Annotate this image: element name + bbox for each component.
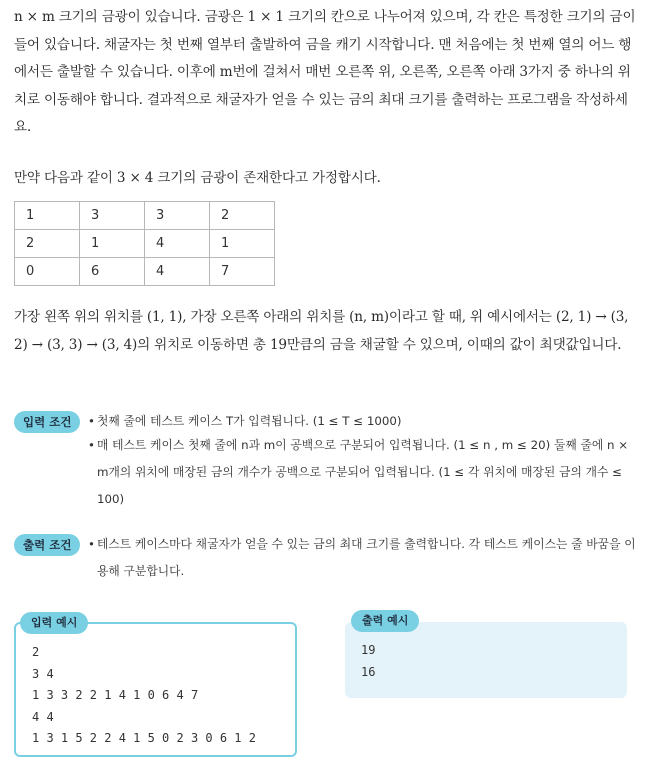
list-item: • 테스트 케이스마다 채굴자가 얻을 수 있는 금의 최대 크기를 출력합니다. 각 테스트 케이스는 줄 바꿈을 이용해 구분합니다.	[88, 531, 636, 585]
code-line: 3 4	[32, 666, 54, 681]
code-line: 19	[361, 643, 376, 657]
code-line: 2	[32, 645, 40, 659]
code-line: 16	[361, 664, 376, 679]
table-cell: 4	[145, 230, 210, 258]
input-example-box	[14, 616, 297, 757]
table-cell: 2	[210, 202, 275, 230]
input-example-lines	[32, 642, 256, 750]
table-cell: 0	[15, 258, 80, 286]
table-row	[15, 202, 275, 230]
example-explanation: 가장 왼쪽 위의 위치를 (1, 1), 가장 오른쪽 아래의 위치를 (n, m)이라고 할 때, 위 예시에서는 (2, 1) → (3, 2) → (3, 3) → (3, 4)의 위치로 이동하면 총 19만큼의 금을 채굴할 수 있으며, 이때의 값이 최댓값입니다.	[14, 309, 629, 353]
table-cell: 3	[80, 202, 145, 230]
table-cell: 1	[210, 230, 275, 258]
table-row	[15, 258, 275, 286]
output-example-lines	[361, 640, 375, 683]
input-example-badge: 입력 예시	[20, 612, 88, 634]
list-item: • 매 테스트 케이스 첫째 줄에 n과 m이 공백으로 구분되어 입력됩니다. (1 ≤ n , m ≤ 20) 둘째 줄에 n × m개의 위치에 매장된 금의 개수가 공백으로 구분되어 입력됩니다. (1 ≤ 각 위치에 매장된 금의 개수 ≤ 100)	[88, 432, 636, 513]
table-cell: 3	[145, 202, 210, 230]
output-example-box	[345, 614, 627, 698]
code-line: 1 3 3 2 2 1 4 1 0 6 4 7	[32, 688, 199, 702]
output-condition-list	[88, 534, 636, 585]
gold-mine-table	[14, 201, 275, 286]
problem-description: n × m 크기의 금광이 있습니다. 금광은 1 × 1 크기의 칸으로 나누어져 있으며, 각 칸은 특정한 크기의 금이 들어 있습니다. 채굴자는 첫 번째 열부터 출발하여 금을 캐기 시작합니다. 맨 처음에는 첫 번째 열의 어느 행에서든 출발할 수 있습니다. 이후에 m번에 걸쳐서 매번 오른쪽 위, 오른쪽, 오른쪽 아래 3가지 중 하나의 위치로 이동해야 합니다. 결과적으로 채굴자가 얻을 수 있는 금의 최대 크기를 출력하는 프로그램을 작성하세요.	[14, 9, 636, 135]
output-example-badge: 출력 예시	[351, 610, 419, 632]
table-cell: 1	[15, 202, 80, 230]
output-condition-badge: 출력 조건	[14, 534, 80, 556]
input-condition-list	[88, 411, 636, 513]
table-cell: 6	[80, 258, 145, 286]
table-cell: 7	[210, 258, 275, 286]
grid-intro-text: 만약 다음과 같이 3 × 4 크기의 금광이 존재한다고 가정합시다.	[14, 170, 381, 186]
table-cell: 1	[80, 230, 145, 258]
code-line: 4 4	[32, 709, 54, 724]
table-row	[15, 230, 275, 258]
list-item: • 첫째 줄에 테스트 케이스 T가 입력됩니다. (1 ≤ T ≤ 1000)	[88, 408, 636, 435]
code-line: 1 3 1 5 2 2 4 1 5 0 2 3 0 6 1 2	[32, 731, 256, 745]
table-cell: 2	[15, 230, 80, 258]
input-condition-badge: 입력 조건	[14, 411, 80, 433]
table-cell: 4	[145, 258, 210, 286]
